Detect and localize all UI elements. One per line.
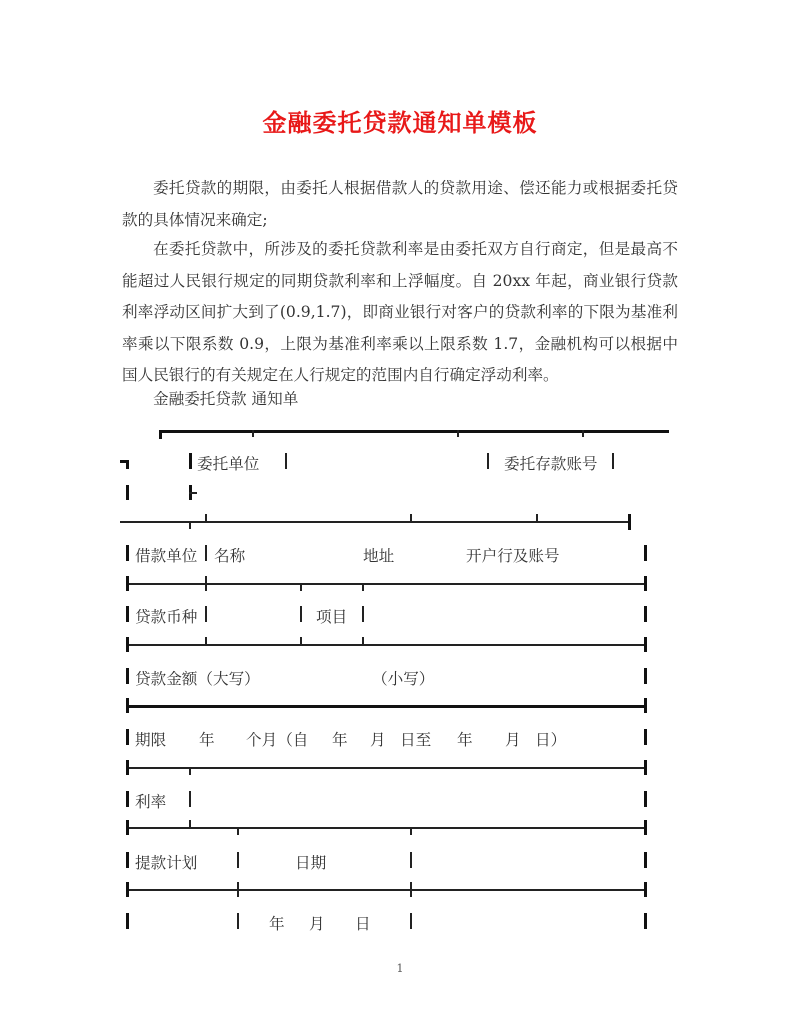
form-divider (126, 698, 129, 713)
drawdown-day-label: 日 (355, 915, 371, 933)
form-divider (189, 791, 191, 807)
page-number: 1 (396, 962, 404, 975)
form-divider (189, 820, 191, 828)
form-divider (126, 705, 646, 708)
drawdown-month-label: 月 (309, 915, 325, 933)
borrower-unit-label: 借款单位 (135, 547, 198, 565)
form-divider (362, 606, 364, 622)
form-divider (126, 460, 129, 469)
borrower-name-label: 名称 (214, 547, 246, 565)
form-divider (126, 791, 129, 807)
form-divider (285, 453, 287, 469)
bank-account-label: 开户行及账号 (466, 547, 560, 565)
borrower-address-label: 地址 (363, 547, 395, 565)
form-divider (126, 882, 129, 897)
form-divider (628, 514, 631, 530)
interest-rate-label: 利率 (135, 793, 167, 811)
form-divider (644, 606, 647, 622)
form-divider (644, 729, 647, 745)
form-divider (126, 889, 646, 891)
form-divider (644, 820, 647, 835)
form-divider (159, 430, 162, 439)
form-divider (487, 453, 489, 469)
form-divider (237, 827, 239, 835)
item-label: 项目 (316, 608, 348, 626)
form-divider (126, 545, 129, 561)
form-divider (644, 791, 647, 807)
form-divider (126, 668, 129, 684)
term-year-label: 年 (199, 731, 215, 749)
form-divider (644, 576, 647, 591)
form-divider (126, 820, 129, 835)
form-divider (189, 492, 197, 494)
form-divider (536, 514, 538, 522)
form-divider (126, 485, 129, 500)
document-title: 金融委托贷款通知单模板 (262, 109, 538, 137)
term-label: 期限 (135, 731, 167, 749)
amount-upper-label: 贷款金额（大写） (135, 670, 260, 688)
form-divider (237, 882, 239, 897)
form-heading: 金融委托贷款 通知单 (153, 390, 299, 408)
form-divider (410, 827, 412, 835)
form-divider (126, 767, 646, 769)
entrust-account-label: 委托存款账号 (504, 455, 598, 473)
form-divider (126, 576, 129, 591)
currency-label: 贷款币种 (135, 608, 198, 626)
form-divider (205, 545, 207, 561)
form-divider (582, 430, 584, 437)
paragraph-interest-rate: 在委托贷款中，所涉及的委托贷款利率是由委托双方自行商定，但是最高不能超过人民银行规定的同期贷款利率和上浮幅度。自 20xx 年起，商业银行贷款利率浮动区间扩大到了(0.9,1.7)，即商业银行对客户的贷款利率的下限为基准利率乘以下限系数 0.9，上限为基准利率乘以上限系数 1.7，金融机构可以根据中国人民银行的有关规定在人行规定的范围内自行确定浮动利率。 (122, 240, 678, 384)
form-divider (644, 668, 647, 684)
form-divider (126, 913, 129, 929)
form-divider (205, 606, 207, 622)
start-month-label: 月 (370, 731, 386, 749)
form-divider (300, 637, 302, 645)
end-year-label: 年 (457, 731, 473, 749)
form-divider (126, 637, 129, 652)
form-divider (644, 760, 647, 775)
form-divider (644, 545, 647, 561)
form-divider (410, 882, 412, 897)
form-divider (126, 827, 646, 829)
form-divider (126, 852, 129, 868)
form-divider (126, 644, 646, 646)
amount-lower-label: （小写） (372, 670, 435, 688)
form-divider (300, 606, 302, 622)
end-day-label: 日） (535, 731, 567, 749)
form-divider (644, 852, 647, 868)
form-divider (252, 430, 254, 437)
form-divider (410, 852, 412, 868)
form-top-border (159, 430, 669, 433)
form-divider (362, 637, 364, 645)
form-divider (300, 583, 302, 591)
drawdown-year-label: 年 (269, 915, 285, 933)
form-divider (126, 606, 129, 622)
end-month-label: 月 (505, 731, 521, 749)
drawdown-plan-label: 提款计划 (135, 854, 198, 872)
form-divider (189, 453, 192, 469)
entrust-unit-label: 委托单位 (197, 455, 260, 473)
start-year-label: 年 (332, 731, 348, 749)
form-divider (126, 583, 646, 585)
form-divider (644, 882, 647, 897)
form-divider (410, 514, 412, 522)
form-divider (644, 637, 647, 652)
form-divider (612, 453, 614, 469)
form-divider (126, 729, 129, 745)
form-divider (644, 913, 647, 929)
form-divider (189, 521, 191, 529)
form-divider (644, 698, 647, 713)
form-divider (362, 583, 364, 591)
form-divider (189, 767, 191, 775)
form-divider (237, 852, 239, 868)
form-divider (205, 514, 207, 522)
drawdown-date-label: 日期 (295, 854, 327, 872)
form-divider (410, 913, 412, 929)
term-months-from-label: 个月（自 (246, 731, 309, 749)
form-divider (237, 913, 239, 929)
form-divider (126, 760, 129, 775)
form-divider (205, 576, 207, 591)
form-divider (457, 430, 459, 437)
form-divider (205, 637, 207, 645)
form-divider (120, 521, 630, 523)
paragraph-loan-term: 委托贷款的期限，由委托人根据借款人的贷款用途、偿还能力或根据委托贷款的具体情况来确定; (122, 179, 678, 229)
start-day-to-label: 日至 (400, 731, 432, 749)
